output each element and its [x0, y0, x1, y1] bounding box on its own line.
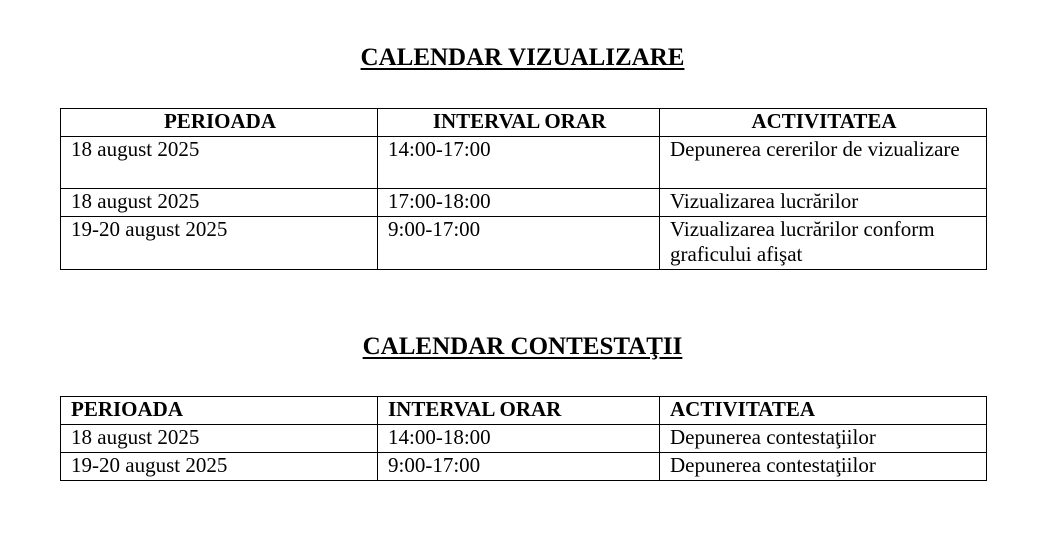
table-row — [61, 189, 987, 217]
cell-activitatea: Depunerea cererilor de vizualizare — [660, 137, 987, 189]
cell-perioada: 19-20 august 2025 — [61, 217, 378, 270]
header-activitatea: ACTIVITATEA — [660, 397, 987, 425]
calendar-contestatii-title: CALENDAR CONTESTAŢII — [362, 333, 683, 360]
cell-activitatea: Depunerea contestaţiilor — [660, 425, 987, 453]
header-interval-orar: INTERVAL ORAR — [378, 397, 660, 425]
cell-activitatea: Vizualizarea lucrărilor — [660, 189, 987, 217]
calendar-vizualizare-table — [60, 108, 987, 270]
cell-activitatea: Depunerea contestaţiilor — [660, 453, 987, 481]
table-header-row — [61, 397, 987, 425]
cell-interval-orar: 14:00-18:00 — [378, 425, 660, 453]
calendar-contestatii-table — [60, 396, 987, 481]
table-row — [61, 137, 987, 189]
cell-perioada: 18 august 2025 — [61, 137, 378, 189]
header-interval-orar: INTERVAL ORAR — [378, 109, 660, 137]
table-header-row — [61, 109, 987, 137]
cell-interval-orar: 14:00-17:00 — [378, 137, 660, 189]
cell-interval-orar: 9:00-17:00 — [378, 453, 660, 481]
calendar-vizualizare-title: CALENDAR VIZUALIZARE — [360, 44, 685, 71]
table-row — [61, 217, 987, 270]
cell-interval-orar: 9:00-17:00 — [378, 217, 660, 270]
cell-interval-orar: 17:00-18:00 — [378, 189, 660, 217]
cell-perioada: 18 august 2025 — [61, 189, 378, 217]
cell-perioada: 18 august 2025 — [61, 425, 378, 453]
cell-perioada: 19-20 august 2025 — [61, 453, 378, 481]
header-perioada: PERIOADA — [61, 109, 378, 137]
header-activitatea: ACTIVITATEA — [660, 109, 987, 137]
table-row — [61, 425, 987, 453]
header-perioada: PERIOADA — [61, 397, 378, 425]
table-row — [61, 453, 987, 481]
cell-activitatea: Vizualizarea lucrărilor conform graficului afişat — [660, 217, 987, 270]
